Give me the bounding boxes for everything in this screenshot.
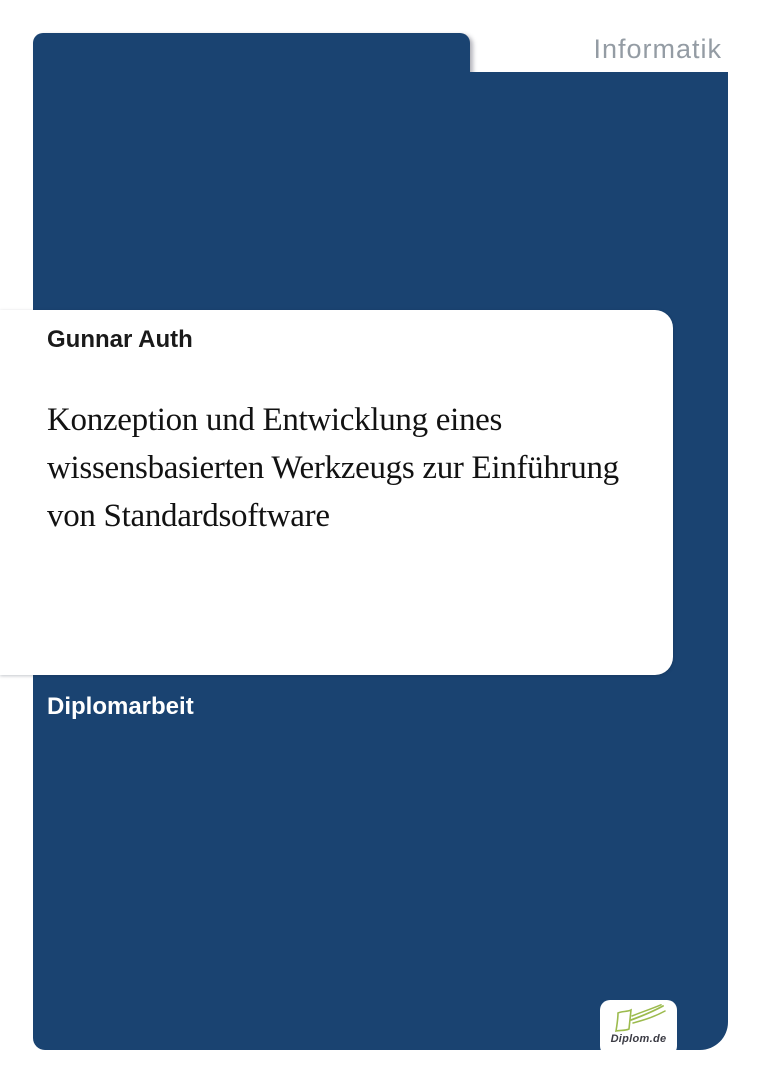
author-name: Gunnar Auth xyxy=(47,326,193,353)
diplom-book-swoosh-icon xyxy=(611,1004,667,1034)
title-card xyxy=(0,310,673,675)
book-title-line-3: von Standardsoftware xyxy=(47,498,330,534)
publisher-logo-text: Diplom.de xyxy=(610,1033,667,1045)
document-type-label: Diplomarbeit xyxy=(47,693,194,720)
book-title xyxy=(47,396,619,540)
category-label: Informatik xyxy=(593,34,722,64)
book-title-line-1: Konzeption und Entwicklung eines xyxy=(47,402,503,438)
publisher-logo xyxy=(600,1000,677,1056)
book-title-line-2: wissensbasierten Werkzeugs zur Einführung xyxy=(47,450,619,486)
